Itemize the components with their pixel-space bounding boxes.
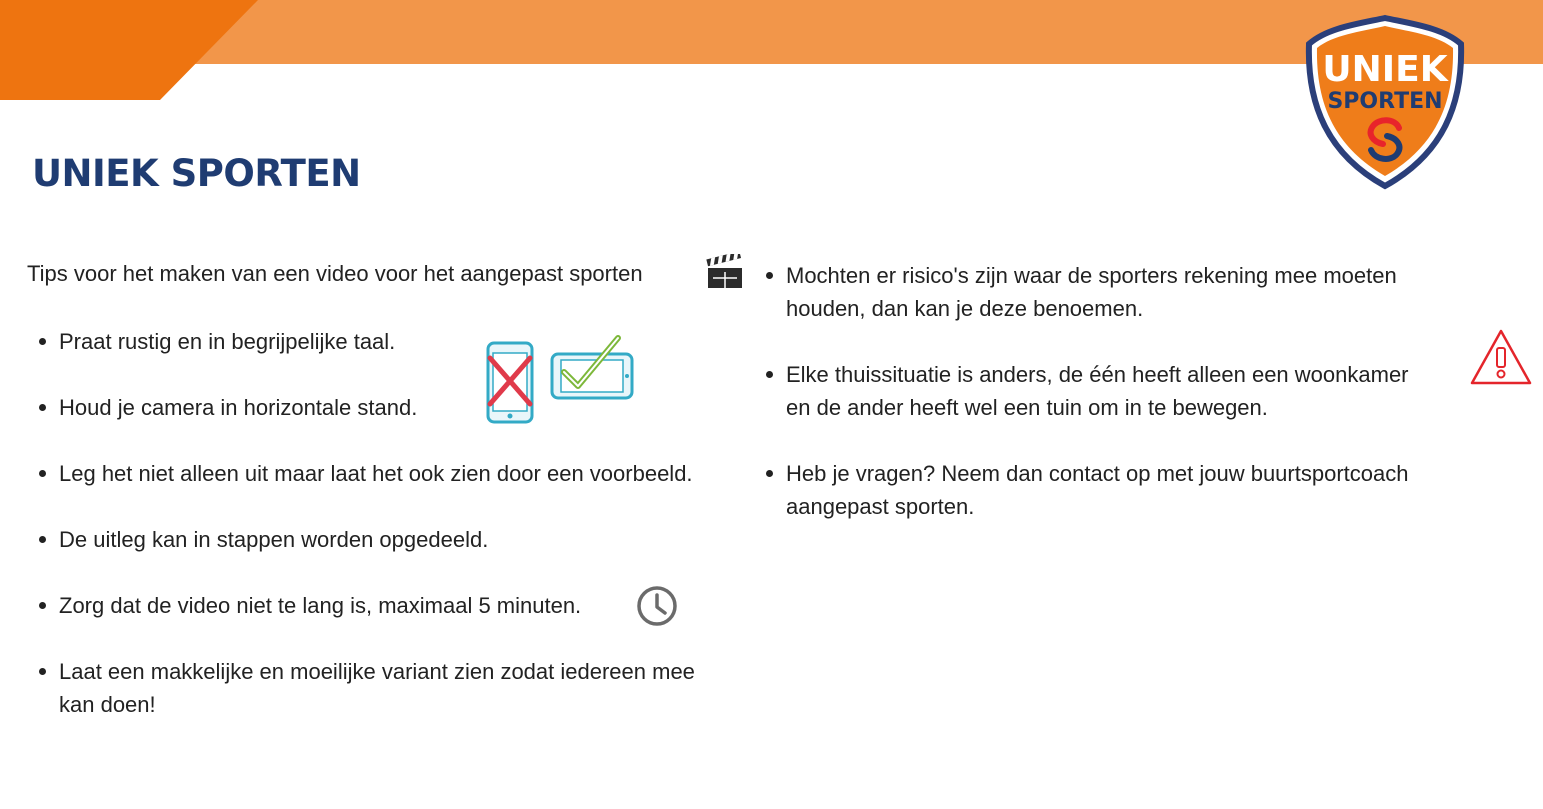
bullet-dot [766, 470, 773, 477]
tip-text: De uitleg kan in stappen worden opgedeeld. [59, 527, 489, 552]
tip-item [786, 358, 1409, 424]
bullet-dot [766, 371, 773, 378]
bullet-dot [39, 602, 46, 609]
tip-item [59, 523, 488, 556]
intro-text: Tips voor het maken van een video voor het aangepast sporten [27, 261, 643, 286]
tip-text-line: Mochten er risico's zijn waar de sporters rekening mee moeten [786, 263, 1397, 288]
tip-text-line: Heb je vragen? Neem dan contact op met jouw buurtsportcoach [786, 461, 1409, 486]
tip-item [59, 589, 581, 622]
clapperboard-icon [705, 254, 745, 290]
bullet-dot [39, 536, 46, 543]
tip-text-line: aangepast sporten. [786, 494, 975, 519]
clock-icon [636, 585, 678, 627]
tip-text-line: houden, dan kan je deze benoemen. [786, 296, 1144, 321]
tip-text-line: en de ander heeft wel een tuin om in te bewegen. [786, 395, 1268, 420]
phone-orientation-icon [484, 334, 636, 426]
tip-text: Praat rustig en in begrijpelijke taal. [59, 329, 396, 354]
tip-item [786, 259, 1397, 325]
logo-text-uniek: UNIEK [1322, 49, 1448, 90]
tip-item [59, 457, 693, 490]
tip-item [59, 391, 417, 424]
tip-item [59, 655, 695, 721]
bullet-dot [39, 338, 46, 345]
logo-text-sporten: SPORTEN [1327, 89, 1443, 114]
bullet-dot [39, 404, 46, 411]
tip-item [59, 325, 395, 358]
tip-text: Zorg dat de video niet te lang is, maximaal 5 minuten. [59, 593, 582, 618]
tip-text-line: kan doen! [59, 692, 156, 717]
tip-text-line: Laat een makkelijke en moeilijke variant zien zodat iedereen mee [59, 659, 695, 684]
bullet-dot [39, 470, 46, 477]
warning-icon [1469, 328, 1533, 386]
tip-text: Leg het niet alleen uit maar laat het ook zien door een voorbeeld. [59, 461, 693, 486]
uniek-sporten-logo [1303, 14, 1467, 190]
bullet-dot [39, 668, 46, 675]
tip-text-line: Elke thuissituatie is anders, de één heeft alleen een woonkamer [786, 362, 1409, 387]
tip-text: Houd je camera in horizontale stand. [59, 395, 418, 420]
bullet-dot [766, 272, 773, 279]
page-title: UNIEK SPORTEN [32, 152, 361, 195]
tip-item [786, 457, 1408, 523]
